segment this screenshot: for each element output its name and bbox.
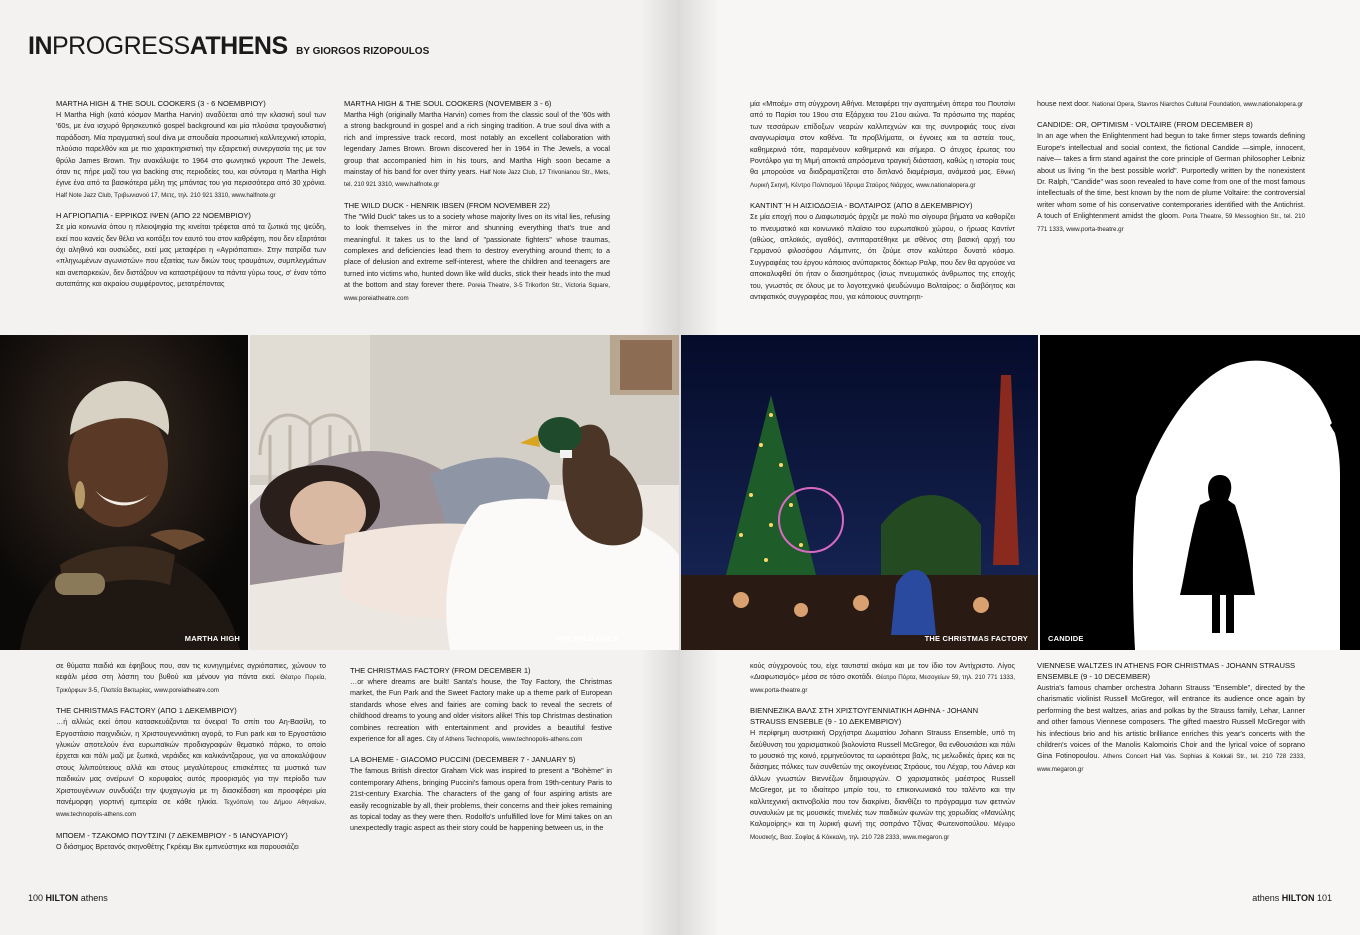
folio-left xyxy=(28,893,108,903)
wild-duck-image xyxy=(250,335,679,650)
article-body: house next door. National Opera, Stavros Niarchos Cultural Foundation, www.nationalopera.gr xyxy=(1037,99,1303,108)
article-body: Martha High (originally Martha Harvin) comes from the classic soul of the '60s with a strong background in gospel and a rich singing tradition. A true soul diva with a rich and impressive track record, most notably an excellent collaboration with legendary James Brown. Brown discovered her in 1964 in The Jewels, a vocal group that accompanied him in his tours, and Martha High soon became a mainstay of his band for over thirty years. Half Note Jazz Club, 17 Trivonianou Str., Mets, tel. 210 921 3310, www.halfnote.gr xyxy=(344,110,610,189)
article-body: Η Martha High (κατά κόσμον Martha Harvin) αναδύεται από την κλασική soul των '60s, με ένα ισχυρό θρησκευτικό gospel background και μία πλούσια τραγουδιστική παράδοση. Μία πραγματική soul diva με σπουδαία προσωπική καλλιτεχνική ιστορία, πλούσιο παρελθόν και με πιο χαρακτηριστική την εξαιρετική συνεργασία της με τον θρύλο James Brown. Την ανακάλυψε το 1964 στο φωνητικό γκρουπ The Jewels, όταν τις πήρε μαζί του για backing στις περιοδείες του, και σύντομα η Martha High έγινε ένα από τα βασικότερα μέλη της μπάντας του για περισσότερα από 30 χρόνια. Half Note Jazz Club, Τριβωνιανού 17, Μετς, τηλ. 210 921 3310, www.halfnote.gr xyxy=(56,110,326,199)
masthead xyxy=(28,32,429,61)
venue-info: Εθνική Λυρική Σκηνή, Κέντρο Πολιτισμού Ίδρυμα Σταύρος Νιάρχος, www.nationalopera.gr xyxy=(750,169,1015,189)
martha-high-image xyxy=(0,335,248,650)
candide-image xyxy=(1040,335,1360,650)
venue-info: Half Note Jazz Club, Τριβωνιανού 17, Μετς, τηλ. 210 921 3310, www.halfnote.gr xyxy=(56,191,276,199)
article-heading: ΚΑΝΤΙΝΤ Ή Η ΑΙΣΙΟΔΟΞΙΑ - ΒΟΛΤΑΙΡΟΣ (ΑΠΟ 8 ΔΕΚΕΜΒΡΙΟΥ) xyxy=(750,201,973,211)
article-body: The "Wild Duck" takes us to a society whose majority lives on its vital lies, refusing to look themselves in the mirror and shunning everything that's true and meaningful. It takes us to the land of "passionate fighters" whose traumas, complexes and deficiencies lead them to destroy everything around them; to a place of delusion and extreme self-interest, where the children and teenagers are turned into victims who, hunted down like wild ducks, stick their heads into the mud at the bottom and stay forever there. Poreia Theatre, 3-5 Trikorfon Str., Victoria Square, www.poreiatheatre.com xyxy=(344,211,610,302)
brand-left: HILTON xyxy=(45,893,79,903)
article-body: σε θύματα παιδιά και έφηβους που, σαν τις κυνηγημένες αγριόπαπιες, χώνουν το κεφάλι μέσα στη λάσπη του βυθού και μένουν για πάντα εκεί. Θέατρο Πορεία, Τρικόρφων 3-5, Πλατεία Βικτωρίας, www.poreiatheatre.com xyxy=(56,661,326,694)
folio-right xyxy=(1252,893,1332,903)
masthead-in: IN xyxy=(28,32,52,60)
column-bottom-1 xyxy=(56,660,326,888)
article-body: μία «Μποέμ» στη σύγχρονη Αθήνα. Μεταφέρει την αγαπημένη όπερα του Πουτσίνι από το Παρίσι του 19ου στα Εξάρχεια του 21ου αιώνα. Τα πρόσωπα της παρέας των τεσσάρων επίδοξων νεαρών καλλιτεχνών και της συντροφιάς τους είναι αναγνωρίσιμα στον καθένα. Τα προβλήματα, οι έγνοιες και τα αστεία τους, καθημερινά τότε, παραμένουν καθημερινά και σήμερα. Ο άτυχος έρωτας του Ροντόλφο για τη Μιμή αποκτά απρόσμενα τραγική διάσταση, καθώς η ιστορία τους θα μπορούσε να διαδραματίζεται στο διπλανό διαμέρισμα, ανάμεσά μας. Εθνική Λυρική Σκηνή, Κέντρο Πολιτισμού Ίδρυμα Σταύρος Νιάρχος, www.nationalopera.gr xyxy=(750,99,1015,189)
city-left: athens xyxy=(80,893,108,903)
venue-info: Porta Theatre, 59 Messoghion Str., tel. 210 771 1333, www.porta-theatre.gr xyxy=(1037,213,1305,233)
article-body: κούς σύγχρονούς του, είχε ταυτιστεί ακόμα και με τον ίδιο τον Αντίχριστο. Λίγος «Διαφωτισμός» μέσα σε τόσο σκοτάδι. Θέατρο Πόρτα, Μεσογείων 59, τηλ. 210 771 1333, www.porta-theatre.gr xyxy=(750,661,1015,694)
article-body: Σε μία εποχή που ο Διαφωτισμός άρχιζε με πολύ πιο σίγουρα βήματα να καθορίζει το πνευματικό και κοινωνικό πλαίσιο του ευρωπαϊκού χώρου, ο ήρωας Καντίντ (αθώος, απλοϊκός, αγαθός), αντιπαρατέθηκε με σθένος στη βασική αρχή του Γερμανού φιλοσόφου Λάιμπνιτς, ότι ζούμε στον καλύτερο δυνατό κόσμο. Συγγραφέας του έργου κάποιος ανύπαρκτος δόκτωρ Ραλφ, που δεν θα αργούσε να αποκαλυφθεί ότι ήταν ο διασημότερος (ίσως πνευματικός άνθρωπος της εποχής του, γνωστός σε όλους με το λογοτεχνικό ψευδώνυμο Βολταίρος: ο διαβόητος και αντιφατικός συγγραφέας που, για κάποιους συντηρητι- xyxy=(750,212,1015,302)
article-body: Austria's famous chamber orchestra Johann Strauss "Ensemble", directed by the charismatic violinist Russell McGregor, will entrance its audience once again by performing the best waltzes, arias and polkas by the Strauss family, Lehar, Lanner and other famous Viennese composers. The gifted maestro Russell McGregor with his infectious brio and his artistic brilliance enriches this year's concerts with the children's voices of the Manolis Kalomoiris Choir and the lyrical voice of soprano Gina Fotinopoulou. Athens Concert Hall Vas. Sophias & Kokkali Str., tel. 210 728 2333, www.megaron.gr xyxy=(1037,683,1305,773)
venue-info: Τεχνόπολη του Δήμου Αθηναίων, www.technopolis-athens.com xyxy=(56,799,326,819)
article-body: Σε μία κοινωνία όπου η πλειοψηφία της κινείται τρέφεται από τα ζωτικά της ψεύδη, εκεί που κανείς δεν θέλει να κοιτάξει τον εαυτό του στον καθρέφτη, που δεν εξαρτάται όχι αληθινό και ουσιώδες, εκεί μας μεταφέρει η «Αγριόπαπια». Στην πατρίδα των «πληγωμένων αγωνιστών» που εξαιτίας των δικών τους τραυμάτων, συμπλεγμάτων και ανεπαρκειών, δεν διστάζουν να καταστρέψουν τα πάντα γύρω τους, σ' έναν τόπο αυταπάτης και ακραίου συμφέροντος, μετατρέποντας xyxy=(56,222,326,289)
column-top-3 xyxy=(750,98,1015,332)
christmas-factory-image xyxy=(681,335,1038,650)
article-heading: ΒΙΕΝΝΕΖΙΚΑ ΒΑΛΣ ΣΤΗ ΧΡΙΣΤΟΥΓΕΝΝΙΑΤΙΚΗ ΑΘΗΝΑ - JOHANN STRAUSS ENSEBLE (9 - 10 ΔΕΚΕΜΒΡΙΟΥ) xyxy=(750,706,979,727)
venue-info: Θέατρο Πορεία, Τρικόρφων 3-5, Πλατεία Βικτωρίας, www.poreiatheatre.com xyxy=(56,674,326,694)
article-body: In an age when the Enlightenment had begun to take firmer steps towards defining Europe's intellectual and social context, the fictional Candide —simple, innocent, naive— takes a firm stand against the core principle of German philosopher Leibniz about us living "in the best possible world". Purportedly written by the nonexistent Dr. Ralph, "Candide" was soon revealed to have come from one of the most famous intellectuals of the time, best known by the nom de plume Voltaire: the controversial writer whom some of his conservative contemporaries identified with the Antichrist. A touch of Enlightenment amidst the gloom. Porta Theatre, 59 Messoghion Str., tel. 210 771 1333, www.porta-theatre.gr xyxy=(1037,131,1305,233)
photo-wild-duck xyxy=(250,335,679,650)
brand-right: HILTON xyxy=(1281,893,1315,903)
column-top-2 xyxy=(344,98,610,332)
venue-info: Athens Concert Hall Vas. Sophias & Kokkali Str., tel. 210 728 2333, www.megaron.gr xyxy=(1037,753,1305,773)
article-heading: THE WILD DUCK - HENRIK IBSEN (FROM NOVEMBER 22) xyxy=(344,200,550,210)
photo-martha-high xyxy=(0,335,248,650)
article-heading: THE CHRISTMAS FACTORY (FROM DECEMBER 1) xyxy=(350,666,531,675)
column-bottom-3 xyxy=(750,660,1015,888)
venue-info: Half Note Jazz Club, 17 Trivonianou Str., Mets, tel. 210 921 3310, www.halfnote.gr xyxy=(344,169,610,189)
article-body: Ο διάσημος Βρετανός σκηνοθέτης Γκρέιαμ Βικ εμπνεύστηκε και παρουσιάζει xyxy=(56,841,299,851)
caption-martha-high: MARTHA HIGH xyxy=(184,634,240,643)
article-heading: LA BOHEME - GIACOMO PUCCINI (DECEMBER 7 - JANUARY 5) xyxy=(350,755,576,765)
venue-info: Poreia Theatre, 3-5 Trikorfon Str., Victoria Square, www.poreiatheatre.com xyxy=(344,282,610,302)
article-heading: Η ΑΓΡΙΟΠΑΠΙΑ - ΕΡΡΙΚΟΣ ΙΨΕΝ (ΑΠΟ 22 ΝΟΕΜΒΡΙΟΥ) xyxy=(56,211,251,221)
caption-candide: CANDIDE xyxy=(1048,634,1084,643)
photo-candide xyxy=(1040,335,1360,650)
masthead-progress: PROGRESS xyxy=(52,32,190,60)
article-body: …or where dreams are built! Santa's house, the Toy Factory, the Christmas market, the Fun Park and the Sweet Factory make up a theme park of European standards whose elves and fairies are coming back to reveal the secrets of childhood dreams to young and older visitors alike! This top Christmas destination combines recreation with entertainment and provides a beautiful festive experience for all ages. City of Athens Technopolis, www.technopolis-athens.com xyxy=(350,677,612,744)
caption-christmas-factory: THE CHRISTMAS FACTORY xyxy=(924,634,1028,643)
page-number-right: 101 xyxy=(1316,893,1332,903)
column-bottom-4 xyxy=(1037,660,1305,888)
venue-info: National Opera, Stavros Niarchos Cultural Foundation, www.nationalopera.gr xyxy=(1092,101,1303,108)
article-heading: CANDIDE: OR, OPTIMISM - VOLTAIRE (FROM DECEMBER 8) xyxy=(1037,120,1253,130)
byline: BY GIORGOS RIZOPOULOS xyxy=(296,46,430,57)
article-heading: VIENNESE WALTZES IN ATHENS FOR CHRISTMAS - JOHANN STRAUSS ENSEMBLE (9 - 10 DECEMBER) xyxy=(1037,661,1296,681)
masthead-athens: ATHENS xyxy=(189,32,288,60)
article-body: …ή αλλιώς εκεί όπου κατασκευάζονται τα όνειρα! Το σπίτι του Αη-Βασίλη, το Εργοστάσιο παιχνιδιών, η Χριστουγεννιάτικη αγορά, το Fun park και το Εργοστάσιο γλυκών αποτελούν ένα ευρωπαϊκών προδιαγραφών θεματικό πάρκο, το οποίο έρχεται και πάλι μαζί με ξωτικά, νεράιδες και καλικάντζαρους, για να αποκαλύψουν στους λιλιπούτειους αλλά και στους μεγαλύτερους επισκέπτες τα μυστικά των παιδικών μας ονείρων! Ο κορυφαίος αυτός προορισμός για την περίοδο των Χριστουγέννων συνδυάζει την ψυχαγωγία με τη διασκέδαση και προσφέρει μία πανέμορφη γιορτινή εμπειρία σε κάθε ηλικία. Τεχνόπολη του Δήμου Αθηναίων, www.technopolis-athens.com xyxy=(56,717,326,819)
article-heading: MARTHA HIGH & THE SOUL COOKERS (NOVEMBER 3 - 6) xyxy=(344,99,552,108)
column-bottom-2 xyxy=(350,665,612,888)
venue-info: Θέατρο Πόρτα, Μεσογείων 59, τηλ. 210 771 1333, www.porta-theatre.gr xyxy=(750,674,1015,694)
page-number-left: 100 xyxy=(28,893,44,903)
column-top-1 xyxy=(56,98,326,332)
venue-info: Μέγαρο Μουσικής, Βασ. Σοφίας & Κόκκαλη, τηλ. 210 728 2333, www.megaron.gr xyxy=(750,821,1015,841)
venue-info: City of Athens Technopolis, www.technopolis-athens.com xyxy=(426,736,583,744)
article-body: The famous British director Graham Vick was inspired to present a "Bohème" in contemporary Athens, bringing Puccini's famous opera from 19th-century Paris to 21st-century Exarchia. The characters of the gang of four aspiring artists are easily recognizable by all, their problems, their concerns and their jokes remaining as topical today as they were then. Rodolfo's unfulfilled love for Mimi takes on an unexpectedly tragic aspect as their story could be happening between us, in the xyxy=(350,766,612,833)
photo-christmas-factory xyxy=(681,335,1038,650)
column-top-4 xyxy=(1037,98,1305,332)
article-heading: MARTHA HIGH & THE SOUL COOKERS (3 - 6 ΝΟΕΜΒΡΙΟΥ) xyxy=(56,99,266,108)
caption-wild-duck: THE WILD DUCK xyxy=(556,634,619,643)
article-heading: ΜΠΟΕΜ - ΤΖΑΚΟΜΟ ΠΟΥΤΣΙΝΙ (7 ΔΕΚΕΜΒΡΙΟΥ - 5 ΙΑΝΟΥΑΡΙΟΥ) xyxy=(56,830,288,840)
article-body: Η περίφημη αυστριακή Ορχήστρα Δωματίου Johann Strauss Ensemble, υπό τη διεύθυνση του χαρισματικού βιολονίστα Russell McGregor, θα ενθουσιάσει και πάλι το μουσικό της κοινό, ερμηνεύοντας τα ωραιότερα βαλς, τις μελωδικές άριες και τις διάσημες πόλκες των συνθετών της οικογένειας Στράους, του Λέχαρ, του Λάνερ και άλλων γνωστών Βιεννέζων δημιουργών. Ο χαρισματικός μαέστρος Russell McGregor, με το ιδιαίτερο μπρίο του, το επικοινωνιακό του ταλέντο και την καλλιτεχνική ακτινοβολία που τον διακρίνει, διανθίζει το πρόγραμμα των φετινών συναυλιών με τις μουσικές πινελιές των παιδικών φωνών της χορωδίας «Μανώλης Καλομοίρης» και τη λυρική φωνή της σοπράνο Τζίνας Φωτεινοπούλου. Μέγαρο Μουσικής, Βασ. Σοφίας & Κόκκαλη, τηλ. 210 728 2333, www.megaron.gr xyxy=(750,728,1015,841)
article-heading: THE CHRISTMAS FACTORY (ΑΠΟ 1 ΔΕΚΕΜΒΡΙΟΥ) xyxy=(56,706,237,716)
city-right: athens xyxy=(1252,893,1280,903)
